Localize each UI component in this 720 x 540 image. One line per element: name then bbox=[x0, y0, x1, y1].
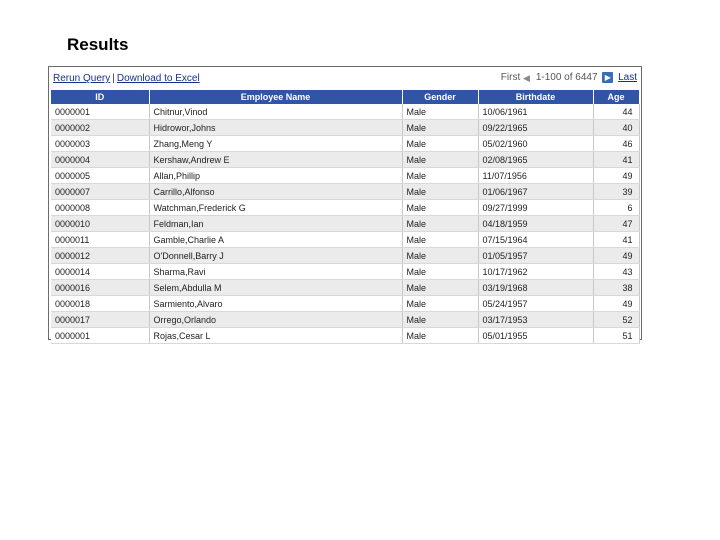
results-toolbar bbox=[49, 67, 641, 89]
cell-employee-name: Kershaw,Andrew E bbox=[149, 152, 402, 168]
cell-id: 0000001 bbox=[51, 328, 149, 344]
cell-birthdate: 05/24/1957 bbox=[478, 296, 593, 312]
cell-employee-name: Carrillo,Alfonso bbox=[149, 184, 402, 200]
table-row bbox=[51, 216, 639, 232]
cell-employee-name: Zhang,Meng Y bbox=[149, 136, 402, 152]
pager-first-label: First bbox=[500, 72, 521, 84]
cell-birthdate: 01/05/1957 bbox=[478, 248, 593, 264]
cell-id: 0000007 bbox=[51, 184, 149, 200]
cell-birthdate: 01/06/1967 bbox=[478, 184, 593, 200]
cell-birthdate: 09/22/1965 bbox=[478, 120, 593, 136]
cell-age: 49 bbox=[593, 248, 639, 264]
cell-id: 0000010 bbox=[51, 216, 149, 232]
cell-id: 0000002 bbox=[51, 120, 149, 136]
cell-employee-name: Sharma,Ravi bbox=[149, 264, 402, 280]
toolbar-separator: | bbox=[112, 73, 115, 84]
table-row bbox=[51, 104, 639, 120]
cell-id: 0000012 bbox=[51, 248, 149, 264]
column-header-birthdate[interactable]: Birthdate bbox=[478, 90, 593, 104]
cell-employee-name: Orrego,Orlando bbox=[149, 312, 402, 328]
cell-age: 41 bbox=[593, 152, 639, 168]
pager-range-text: 1-100 of 6447 bbox=[535, 72, 598, 84]
cell-age: 39 bbox=[593, 184, 639, 200]
cell-gender: Male bbox=[402, 328, 478, 344]
cell-birthdate: 09/27/1999 bbox=[478, 200, 593, 216]
cell-id: 0000001 bbox=[51, 104, 149, 120]
cell-birthdate: 07/15/1964 bbox=[478, 232, 593, 248]
results-table bbox=[51, 90, 640, 344]
cell-employee-name: O'Donnell,Barry J bbox=[149, 248, 402, 264]
table-row bbox=[51, 296, 639, 312]
cell-employee-name: Sarmiento,Alvaro bbox=[149, 296, 402, 312]
cell-birthdate: 11/07/1956 bbox=[478, 168, 593, 184]
table-row bbox=[51, 152, 639, 168]
table-row bbox=[51, 232, 639, 248]
cell-age: 38 bbox=[593, 280, 639, 296]
cell-gender: Male bbox=[402, 280, 478, 296]
cell-gender: Male bbox=[402, 200, 478, 216]
cell-birthdate: 05/01/1955 bbox=[478, 328, 593, 344]
table-row bbox=[51, 136, 639, 152]
cell-birthdate: 03/19/1968 bbox=[478, 280, 593, 296]
cell-gender: Male bbox=[402, 264, 478, 280]
rerun-query-link[interactable]: Rerun Query bbox=[53, 73, 111, 84]
cell-birthdate: 05/02/1960 bbox=[478, 136, 593, 152]
page-title: Results bbox=[67, 35, 129, 54]
cell-age: 49 bbox=[593, 296, 639, 312]
cell-gender: Male bbox=[402, 152, 478, 168]
cell-gender: Male bbox=[402, 232, 478, 248]
cell-id: 0000011 bbox=[51, 232, 149, 248]
cell-gender: Male bbox=[402, 120, 478, 136]
cell-id: 0000018 bbox=[51, 296, 149, 312]
cell-gender: Male bbox=[402, 136, 478, 152]
table-row bbox=[51, 312, 639, 328]
cell-id: 0000004 bbox=[51, 152, 149, 168]
table-row bbox=[51, 328, 639, 344]
column-header-employee-name[interactable]: Employee Name bbox=[149, 90, 402, 104]
cell-age: 51 bbox=[593, 328, 639, 344]
pager bbox=[501, 72, 637, 83]
cell-age: 43 bbox=[593, 264, 639, 280]
table-row bbox=[51, 200, 639, 216]
cell-employee-name: Gamble,Charlie A bbox=[149, 232, 402, 248]
cell-birthdate: 10/17/1962 bbox=[478, 264, 593, 280]
cell-employee-name: Allan,Phillip bbox=[149, 168, 402, 184]
previous-page-icon: ◀ bbox=[523, 72, 530, 83]
cell-gender: Male bbox=[402, 104, 478, 120]
cell-age: 41 bbox=[593, 232, 639, 248]
cell-age: 6 bbox=[593, 200, 639, 216]
table-row bbox=[51, 280, 639, 296]
cell-employee-name: Selem,Abdulla M bbox=[149, 280, 402, 296]
column-header-age[interactable]: Age bbox=[593, 90, 639, 104]
cell-birthdate: 04/18/1959 bbox=[478, 216, 593, 232]
cell-age: 52 bbox=[593, 312, 639, 328]
cell-gender: Male bbox=[402, 312, 478, 328]
cell-employee-name: Rojas,Cesar L bbox=[149, 328, 402, 344]
cell-birthdate: 02/08/1965 bbox=[478, 152, 593, 168]
toolbar-links bbox=[53, 73, 200, 84]
cell-gender: Male bbox=[402, 184, 478, 200]
cell-age: 46 bbox=[593, 136, 639, 152]
cell-gender: Male bbox=[402, 248, 478, 264]
cell-age: 49 bbox=[593, 168, 639, 184]
download-to-excel-link[interactable]: Download to Excel bbox=[116, 73, 200, 84]
cell-employee-name: Chitnur,Vinod bbox=[149, 104, 402, 120]
cell-gender: Male bbox=[402, 216, 478, 232]
table-row bbox=[51, 168, 639, 184]
table-row bbox=[51, 184, 639, 200]
table-row bbox=[51, 264, 639, 280]
cell-id: 0000005 bbox=[51, 168, 149, 184]
cell-age: 47 bbox=[593, 216, 639, 232]
cell-birthdate: 03/17/1953 bbox=[478, 312, 593, 328]
results-panel bbox=[48, 66, 642, 340]
table-header-row bbox=[51, 90, 639, 104]
cell-employee-name: Feldman,Ian bbox=[149, 216, 402, 232]
cell-employee-name: Watchman,Frederick G bbox=[149, 200, 402, 216]
cell-gender: Male bbox=[402, 168, 478, 184]
cell-birthdate: 10/06/1961 bbox=[478, 104, 593, 120]
cell-id: 0000008 bbox=[51, 200, 149, 216]
cell-id: 0000003 bbox=[51, 136, 149, 152]
table-row bbox=[51, 120, 639, 136]
cell-age: 44 bbox=[593, 104, 639, 120]
cell-gender: Male bbox=[402, 296, 478, 312]
column-header-id[interactable]: ID bbox=[51, 90, 149, 104]
cell-id: 0000017 bbox=[51, 312, 149, 328]
cell-employee-name: Hidrowor,Johns bbox=[149, 120, 402, 136]
next-page-icon[interactable]: ▶ bbox=[602, 72, 613, 83]
column-header-gender[interactable]: Gender bbox=[402, 90, 478, 104]
pager-last-link[interactable]: Last bbox=[618, 72, 637, 84]
cell-age: 40 bbox=[593, 120, 639, 136]
cell-id: 0000014 bbox=[51, 264, 149, 280]
cell-id: 0000016 bbox=[51, 280, 149, 296]
table-row bbox=[51, 248, 639, 264]
